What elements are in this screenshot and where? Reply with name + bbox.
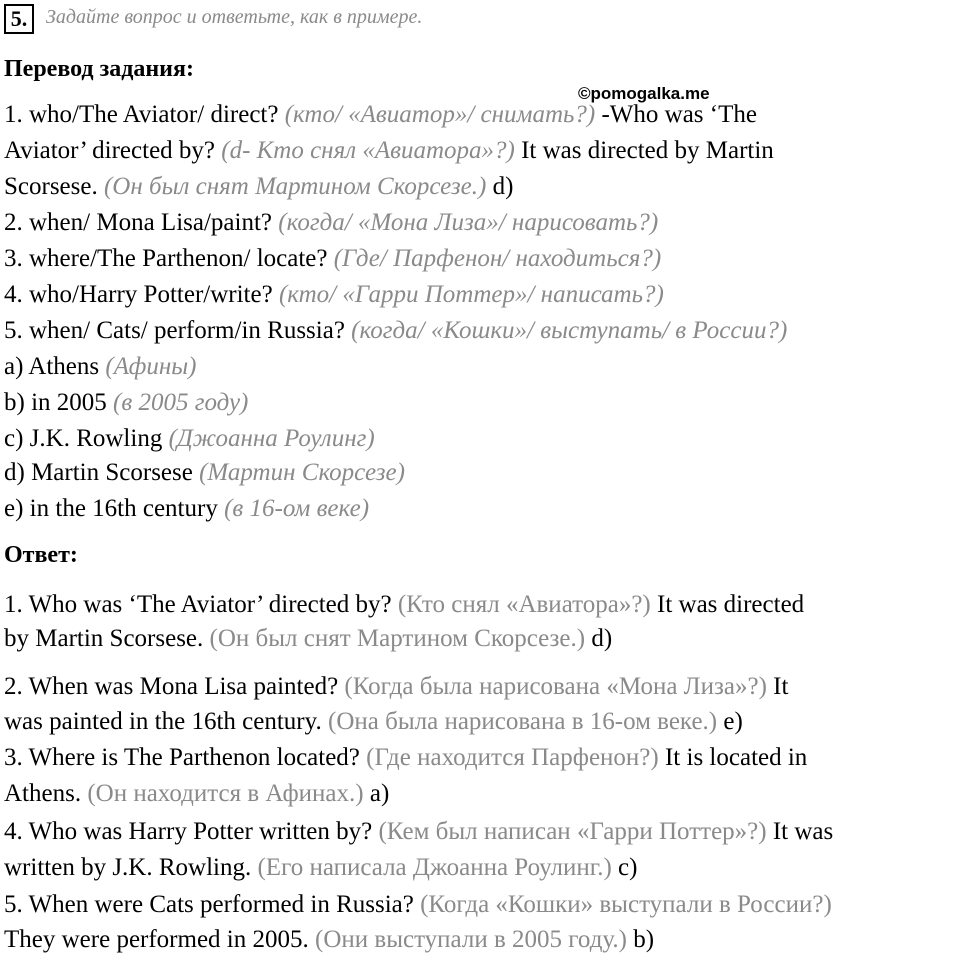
option-item xyxy=(4,352,197,382)
answer-text: 2. When was Mona Lisa painted? xyxy=(4,673,339,700)
question-item xyxy=(4,280,664,310)
option-text: b) in 2005 xyxy=(4,389,107,416)
answer-text: by Martin Scorsese. xyxy=(4,625,204,652)
answer-translation: (Кем был написан «Гарри Поттер»?) xyxy=(378,818,767,845)
answer-key: d) xyxy=(591,625,613,652)
answer-translation: (Кто снял «Авиатора»?) xyxy=(397,591,651,618)
answer-key: a) xyxy=(369,780,390,807)
answer-translation: (Когда была нарисована «Мона Лиза»?) xyxy=(344,673,767,700)
example-line-1 xyxy=(4,100,757,130)
answer-text: written by J.K. Rowling. xyxy=(4,854,252,881)
example-question: 1. who/The Aviator/ direct? xyxy=(4,101,279,128)
answer-key: b) xyxy=(633,926,655,953)
question-item xyxy=(4,316,787,346)
option-translation: (Афины) xyxy=(105,353,197,380)
example-key: d) xyxy=(492,173,514,200)
question-translation: (когда/ «Кошки»/ выступать/ в России?) xyxy=(351,317,788,344)
example-answer-translation: (Он был снят Мартином Скорсезе.) xyxy=(103,173,487,200)
answer-translation: (Когда «Кошки» выступали в России?) xyxy=(420,891,832,918)
example-answer-part: It was directed by Martin xyxy=(521,137,774,164)
answer-text: 3. Where is The Parthenon located? xyxy=(4,744,360,771)
option-translation: (Мартин Скорсезе) xyxy=(199,459,405,486)
question-translation: (Где/ Парфенон/ находиться?) xyxy=(333,245,662,272)
answer-translation: (Они выступали в 2005 году.) xyxy=(315,926,627,953)
answer-text: It is located in xyxy=(664,744,808,771)
answer-text: was painted in the 16th century. xyxy=(4,708,322,735)
answer-line xyxy=(4,707,743,737)
question-text: 4. who/Harry Potter/write? xyxy=(4,281,273,308)
example-answer-part: Aviator’ directed by? xyxy=(4,137,216,164)
question-translation: (когда/ «Мона Лиза»/ нарисовать?) xyxy=(278,209,659,236)
question-item xyxy=(4,244,661,274)
answer-translation: (Где находится Парфенон?) xyxy=(366,744,659,771)
answer-line xyxy=(4,817,833,847)
answer-heading: Ответ: xyxy=(4,542,78,568)
answer-line xyxy=(4,624,612,654)
question-translation: (кто/ «Гарри Поттер»/ написать?) xyxy=(278,281,664,308)
option-item xyxy=(4,494,369,524)
example-answer-part: -Who was ‘The xyxy=(601,101,757,128)
answer-translation: (Она была нарисована в 16-ом веке.) xyxy=(328,708,718,735)
answer-key: e) xyxy=(723,708,743,735)
question-text: 5. when/ Cats/ perform/in Russia? xyxy=(4,317,345,344)
translation-heading: Перевод задания: xyxy=(4,56,194,82)
answer-translation: (Его написала Джоанна Роулинг.) xyxy=(257,854,612,881)
option-text: d) Martin Scorsese xyxy=(4,459,193,486)
answer-text: It was xyxy=(772,818,834,845)
example-answer-part: Scorsese. xyxy=(4,173,98,200)
answer-line xyxy=(4,925,654,955)
answer-translation: (Он находится в Афинах.) xyxy=(87,780,364,807)
option-translation: (Джоанна Роулинг) xyxy=(168,425,375,452)
answer-line xyxy=(4,743,807,773)
option-text: e) in the 16th century xyxy=(4,495,218,522)
answer-text: It was directed xyxy=(657,591,805,618)
option-translation: (в 2005 году) xyxy=(113,389,249,416)
answer-line xyxy=(4,853,637,883)
answer-line xyxy=(4,890,832,920)
answer-text: Athens. xyxy=(4,780,82,807)
option-text: a) Athens xyxy=(4,353,100,380)
question-text: 3. where/The Parthenon/ locate? xyxy=(4,245,328,272)
answer-text: It xyxy=(773,673,789,700)
option-item xyxy=(4,388,248,418)
question-text: 2. when/ Mona Lisa/paint? xyxy=(4,209,272,236)
answer-line xyxy=(4,779,389,809)
option-item xyxy=(4,424,375,454)
answer-text: 1. Who was ‘The Aviator’ directed by? xyxy=(4,591,392,618)
option-text: c) J.K. Rowling xyxy=(4,425,163,452)
question-item xyxy=(4,208,658,238)
answer-text: 5. When were Cats performed in Russia? xyxy=(4,891,414,918)
option-item xyxy=(4,458,405,488)
answer-translation: (Он был снят Мартином Скорсезе.) xyxy=(209,625,586,652)
answer-key: c) xyxy=(618,854,638,881)
example-answer-translation: (d- Кто снял «Авиатора»?) xyxy=(221,137,515,164)
example-line-2 xyxy=(4,136,774,166)
watermark: ©pomogalka.me xyxy=(578,84,710,103)
example-question-translation: (кто/ «Авиатор»/ снимать?) xyxy=(284,101,596,128)
task-instruction: Задайте вопрос и ответьте, как в примере. xyxy=(46,6,423,28)
answer-line xyxy=(4,672,788,702)
answer-text: They were performed in 2005. xyxy=(4,926,309,953)
answer-line xyxy=(4,590,804,620)
option-translation: (в 16-ом веке) xyxy=(224,495,370,522)
task-number: 5. xyxy=(4,4,34,34)
answer-text: 4. Who was Harry Potter written by? xyxy=(4,818,373,845)
example-line-3 xyxy=(4,172,513,202)
